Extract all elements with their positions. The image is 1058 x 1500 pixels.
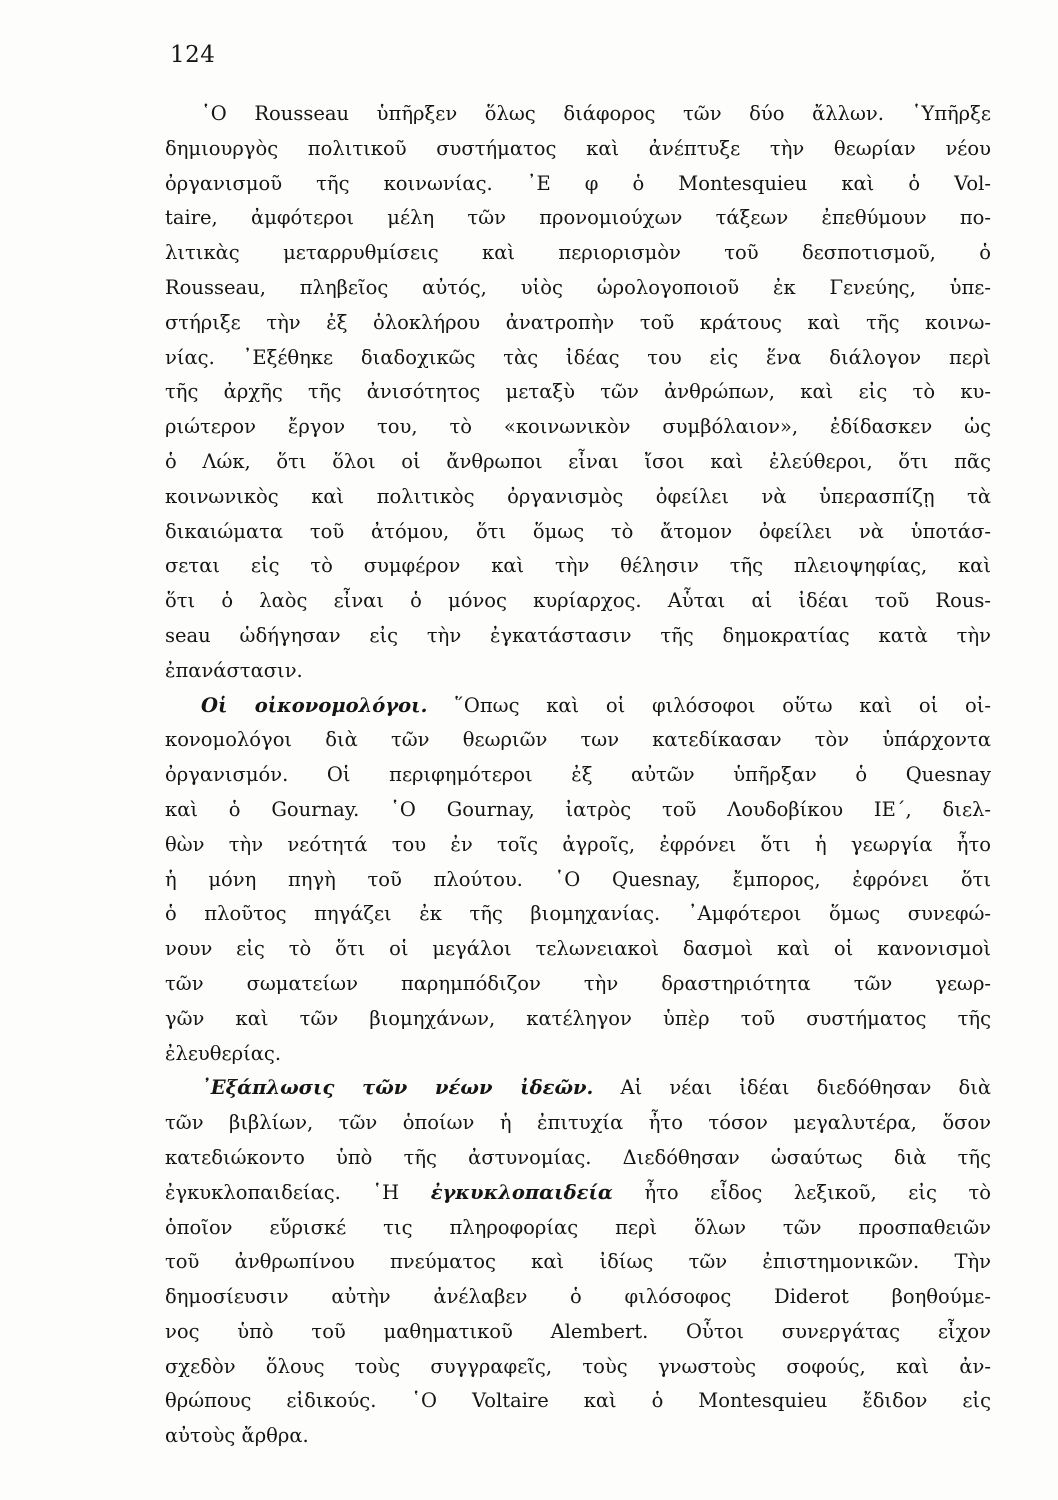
- text-line: κονομολόγοι διὰ τῶν θεωριῶν των κατεδίκασαν τὸν ὑπάρχοντα: [165, 728, 991, 752]
- paragraph-spread-of-ideas: [165, 1071, 991, 1454]
- text-line: στήριξε τὴν ἐξ ὁλοκλήρου ἀνατροπὴν τοῦ κράτους καὶ τῆς κοινω-: [165, 310, 991, 334]
- text-line: [165, 1071, 991, 1106]
- text-line: ὀργανισμοῦ τῆς κοινωνίας. ᾿Ε φ ὁ Montesquieu καὶ ὁ Vol-: [165, 171, 991, 195]
- text-line: ὁποῖον εὕρισκέ τις πληροφορίας περὶ ὅλων τῶν προσπαθειῶν: [165, 1215, 991, 1239]
- page-number: 124: [170, 42, 216, 68]
- text-line: θρώπους εἰδικούς. ῾Ο Voltaire καὶ ὁ Montesquieu ἔδιδον εἰς: [165, 1389, 991, 1413]
- text-line: γῶν καὶ τῶν βιομηχάνων, κατέληγον ὑπὲρ τοῦ συστήματος τῆς: [165, 1006, 991, 1030]
- text-line: [165, 1176, 991, 1211]
- text-line: νουν εἰς τὸ ὅτι οἱ μεγάλοι τελωνειακοὶ δασμοὶ καὶ οἱ κανονισμοὶ: [165, 937, 991, 961]
- text-span: Αἱ νέαι ἰδέαι διεδόθησαν διὰ: [620, 1076, 991, 1100]
- text-line: νίας. ᾿Εξέθηκε διαδοχικῶς τὰς ἰδέας του εἰς ἕνα διάλογον περὶ: [165, 345, 991, 369]
- text-line: τοῦ ἀνθρωπίνου πνεύματος καὶ ἰδίως τῶν ἐπιστημονικῶν. Τὴν: [165, 1250, 991, 1274]
- text-span: ἐγκυκλοπαιδείας. ῾Η: [165, 1180, 400, 1204]
- paragraph-rousseau: [165, 97, 991, 689]
- text-line: ὀργανισμόν. Οἱ περιφημότεροι ἐξ αὐτῶν ὑπῆρξαν ὁ Quesnay: [165, 763, 991, 787]
- body-text: [165, 97, 991, 1454]
- text-line: δημοσίευσιν αὐτὴν ἀνέλαβεν ὁ φιλόσοφος Diderot βοηθούμε-: [165, 1285, 991, 1309]
- text-line: λιτικὰς μεταρρυθμίσεις καὶ περιορισμὸν τοῦ δεσποτισμοῦ, ὁ: [165, 241, 991, 265]
- paragraph-economists: [165, 689, 991, 1072]
- text-line: Rousseau, πληβεῖος αὐτός, υἱὸς ὡρολογοποιοῦ ἐκ Γενεύης, ὑπε-: [165, 275, 991, 299]
- text-line: ὅτι ὁ λαὸς εἶναι ὁ μόνος κυρίαρχος. Αὗται αἱ ἰδέαι τοῦ Rous-: [165, 589, 991, 613]
- text-line: θὼν τὴν νεότητά του ἐν τοῖς ἀγροῖς, ἐφρόνει ὅτι ἡ γεωργία ἦτο: [165, 832, 991, 856]
- text-line: ἡ μόνη πηγὴ τοῦ πλούτου. ῾Ο Quesnay, ἔμπορος, ἐφρόνει ὅτι: [165, 867, 991, 891]
- text-line: τῶν σωματείων παρημπόδιζον τὴν δραστηριότητα τῶν γεωρ-: [165, 971, 991, 995]
- text-line: σχεδὸν ὅλους τοὺς συγγραφεῖς, τοὺς γνωστοὺς σοφούς, καὶ ἀν-: [165, 1354, 991, 1378]
- text-line: ἐλευθερίας.: [165, 1041, 282, 1065]
- section-heading-spread: ᾿Εξάπλωσις τῶν νέων ἰδεῶν.: [201, 1076, 594, 1100]
- text-line: αὐτοὺς ἄρθρα.: [165, 1424, 309, 1448]
- text-line: taire, ἀμφότεροι μέλη τῶν προνομιούχων τάξεων ἐπεθύμουν πο-: [165, 206, 991, 230]
- emphasized-term: ἐγκυκλοπαιδεία: [430, 1180, 613, 1204]
- text-span: ἦτο εἶδος λεξικοῦ, εἰς τὸ: [644, 1180, 991, 1204]
- text-line: seau ὡδήγησαν εἰς τὴν ἐγκατάστασιν τῆς δημοκρατίας κατὰ τὴν: [165, 623, 991, 647]
- text-line: τῶν βιβλίων, τῶν ὁποίων ἡ ἐπιτυχία ἦτο τόσον μεγαλυτέρα, ὅσον: [165, 1111, 991, 1135]
- text-line: ἐπανάστασιν.: [165, 658, 303, 682]
- text-line: ριώτερον ἔργον του, τὸ «κοινωνικὸν συμβόλαιον», ἐδίδασκεν ὡς: [165, 415, 991, 439]
- text-line: καὶ ὁ Gournay. ῾Ο Gournay, ἰατρὸς τοῦ Λουδοβίκου ΙΕ΄, διελ-: [165, 797, 991, 821]
- text-line: τῆς ἀρχῆς τῆς ἀνισότητος μεταξὺ τῶν ἀνθρώπων, καὶ εἰς τὸ κυ-: [165, 380, 991, 404]
- text-line: ὁ Λώκ, ὅτι ὅλοι οἱ ἄνθρωποι εἶναι ἴσοι καὶ ἐλεύθεροι, ὅτι πᾶς: [165, 449, 991, 473]
- text-line: [165, 689, 991, 724]
- section-heading-economists: Οἱ οἰκονομολόγοι.: [201, 693, 428, 717]
- text-span: ῞Οπως καὶ οἱ φιλόσοφοι οὕτω καὶ οἱ οἰ-: [454, 693, 991, 717]
- text-line: νος ὑπὸ τοῦ μαθηματικοῦ Alembert. Οὗτοι συνεργάτας εἶχον: [165, 1319, 991, 1343]
- text-line: κοινωνικὸς καὶ πολιτικὸς ὀργανισμὸς ὀφείλει νὰ ὑπερασπίζῃ τὰ: [165, 484, 991, 508]
- text-line: ὁ πλοῦτος πηγάζει ἐκ τῆς βιομηχανίας. ᾿Αμφότεροι ὅμως συνεφώ-: [165, 902, 991, 926]
- text-line: σεται εἰς τὸ συμφέρον καὶ τὴν θέλησιν τῆς πλειοψηφίας, καὶ: [165, 554, 991, 578]
- text-line: κατεδιώκοντο ὑπὸ τῆς ἀστυνομίας. Διεδόθησαν ὡσαύτως διὰ τῆς: [165, 1145, 991, 1169]
- text-line: ῾Ο Rousseau ὑπῆρξεν ὅλως διάφορος τῶν δύο ἄλλων. ῾Υπῆρξε: [201, 102, 991, 125]
- text-line: δικαιώματα τοῦ ἀτόμου, ὅτι ὅμως τὸ ἄτομον ὀφείλει νὰ ὑποτάσ-: [165, 519, 991, 543]
- text-line: δημιουργὸς πολιτικοῦ συστήματος καὶ ἀνέπτυξε τὴν θεωρίαν νέου: [165, 136, 991, 160]
